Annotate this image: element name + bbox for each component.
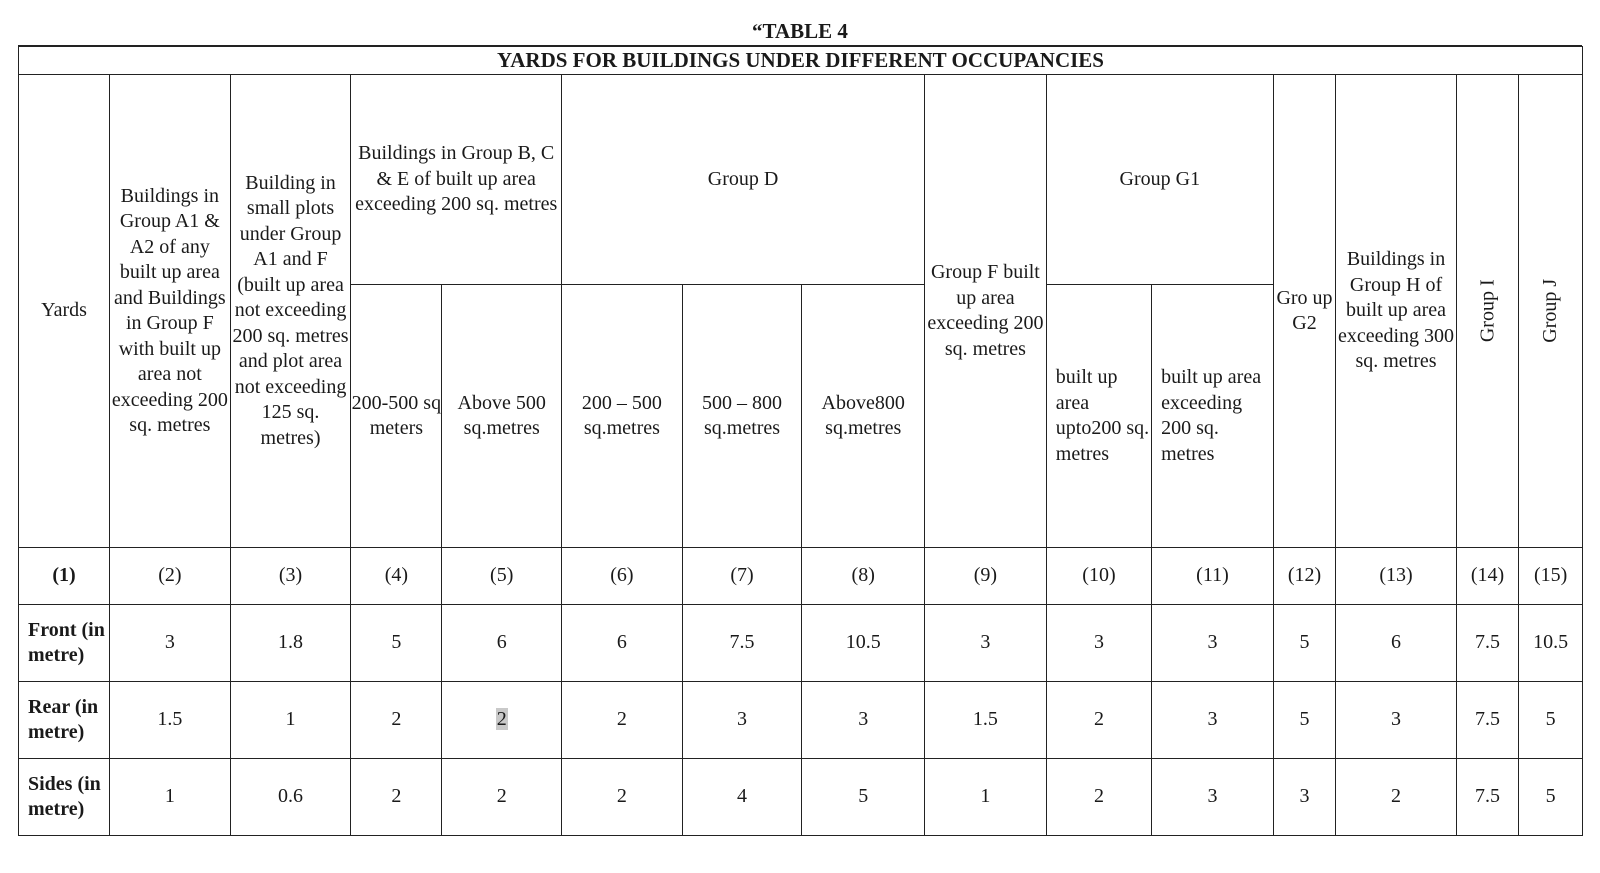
column-number: (11) <box>1152 548 1274 605</box>
column-number: (6) <box>562 548 683 605</box>
table-cell: 10.5 <box>1519 605 1583 682</box>
header-col2: Buildings in Group A1 & A2 of any built up area and Buildings in Group F with built up area not exceeding 200 sq. metres <box>110 75 231 548</box>
table-cell: 2 <box>562 759 683 836</box>
header-col4: 200-500 sq meters <box>351 285 442 548</box>
header-group-bce: Buildings in Group B, C & E of built up area exceeding 200 sq. metres <box>351 75 562 285</box>
table-cell: 3 <box>110 605 231 682</box>
column-number: (12) <box>1273 548 1335 605</box>
column-number: (13) <box>1336 548 1457 605</box>
highlighted-value: 2 <box>496 708 507 731</box>
table-cell: 3 <box>1152 759 1274 836</box>
table-cell: 5 <box>351 605 442 682</box>
table-cell: 1.8 <box>230 605 351 682</box>
row-label-front: Front (in metre) <box>19 605 110 682</box>
header-col9: Group F built up area exceeding 200 sq. metres <box>925 75 1047 548</box>
row-label-rear: Rear (in metre) <box>19 682 110 759</box>
table-cell: 3 <box>1152 682 1274 759</box>
title-row <box>19 47 1583 75</box>
header-col15-label: Group J <box>1539 279 1562 343</box>
header-col8: Above800 sq.metres <box>802 285 925 548</box>
table-cell: 3 <box>1336 682 1457 759</box>
column-number-row <box>19 548 1583 605</box>
table-cell: 2 <box>1046 759 1151 836</box>
column-number: (9) <box>925 548 1047 605</box>
column-number: (4) <box>351 548 442 605</box>
header-group-d: Group D <box>562 75 925 285</box>
table-row-rear <box>19 682 1583 759</box>
table-cell: 10.5 <box>802 605 925 682</box>
table-cell: 7.5 <box>682 605 802 682</box>
table-cell: 7.5 <box>1456 759 1518 836</box>
table-caption: “TABLE 4 <box>752 19 848 43</box>
table-row-front <box>19 605 1583 682</box>
table-cell: 2 <box>1336 759 1457 836</box>
table-cell: 1 <box>925 759 1047 836</box>
column-number: (5) <box>442 548 562 605</box>
table-cell: 3 <box>1273 759 1335 836</box>
row-label-sides: Sides (in metre) <box>19 759 110 836</box>
table-cell: 5 <box>1519 682 1583 759</box>
column-number: (3) <box>230 548 351 605</box>
header-col14 <box>1456 75 1518 548</box>
column-number: (2) <box>110 548 231 605</box>
column-number: (8) <box>802 548 925 605</box>
header-col14-label: Group I <box>1476 279 1499 343</box>
header-col13: Buildings in Group H of built up area exceeding 300 sq. metres <box>1336 75 1457 548</box>
table-cell: 1.5 <box>925 682 1047 759</box>
table-cell: 3 <box>802 682 925 759</box>
column-number: (10) <box>1046 548 1151 605</box>
table-cell: 2 <box>351 682 442 759</box>
header-col10: built up area upto200 sq. metres <box>1046 285 1151 548</box>
column-number: (15) <box>1519 548 1583 605</box>
header-group-g1: Group G1 <box>1046 75 1273 285</box>
table-cell: 3 <box>925 605 1047 682</box>
header-col12: Gro up G2 <box>1273 75 1335 548</box>
table-cell: 2 <box>562 682 683 759</box>
table-cell: 0.6 <box>230 759 351 836</box>
table-title: YARDS FOR BUILDINGS UNDER DIFFERENT OCCUPANCIES <box>19 47 1583 75</box>
table-cell: 2 <box>442 759 562 836</box>
table-cell: 3 <box>1046 605 1151 682</box>
column-number: (1) <box>19 548 110 605</box>
table-cell: 1 <box>230 682 351 759</box>
header-col6: 200 – 500 sq.metres <box>562 285 683 548</box>
table-cell: 7.5 <box>1456 605 1518 682</box>
table-cell: 6 <box>442 605 562 682</box>
table-cell: 6 <box>1336 605 1457 682</box>
column-number: (14) <box>1456 548 1518 605</box>
yards-table <box>18 46 1583 836</box>
header-col15 <box>1519 75 1583 548</box>
table-cell: 6 <box>562 605 683 682</box>
header-col7: 500 – 800 sq.metres <box>682 285 802 548</box>
table-cell: 3 <box>682 682 802 759</box>
header-col11: built up area exceeding 200 sq. metres <box>1152 285 1274 548</box>
header-yards: Yards <box>19 75 110 548</box>
header-col5: Above 500 sq.metres <box>442 285 562 548</box>
table-cell: 2 <box>1046 682 1151 759</box>
table-row-sides <box>19 759 1583 836</box>
table-cell: 7.5 <box>1456 682 1518 759</box>
header-row-1 <box>19 75 1583 285</box>
table-cell: 3 <box>1152 605 1274 682</box>
table-cell: 4 <box>682 759 802 836</box>
table-cell <box>442 682 562 759</box>
table-cell: 5 <box>1273 605 1335 682</box>
table-cell: 5 <box>802 759 925 836</box>
header-col3: Building in small plots under Group A1 and F (built up area not exceeding 200 sq. metres and plot area not exceeding 125 sq. metres) <box>230 75 351 548</box>
column-number: (7) <box>682 548 802 605</box>
table-cell: 1.5 <box>110 682 231 759</box>
table-cell: 2 <box>351 759 442 836</box>
table-cell: 5 <box>1273 682 1335 759</box>
table-cell: 5 <box>1519 759 1583 836</box>
table-cell: 1 <box>110 759 231 836</box>
